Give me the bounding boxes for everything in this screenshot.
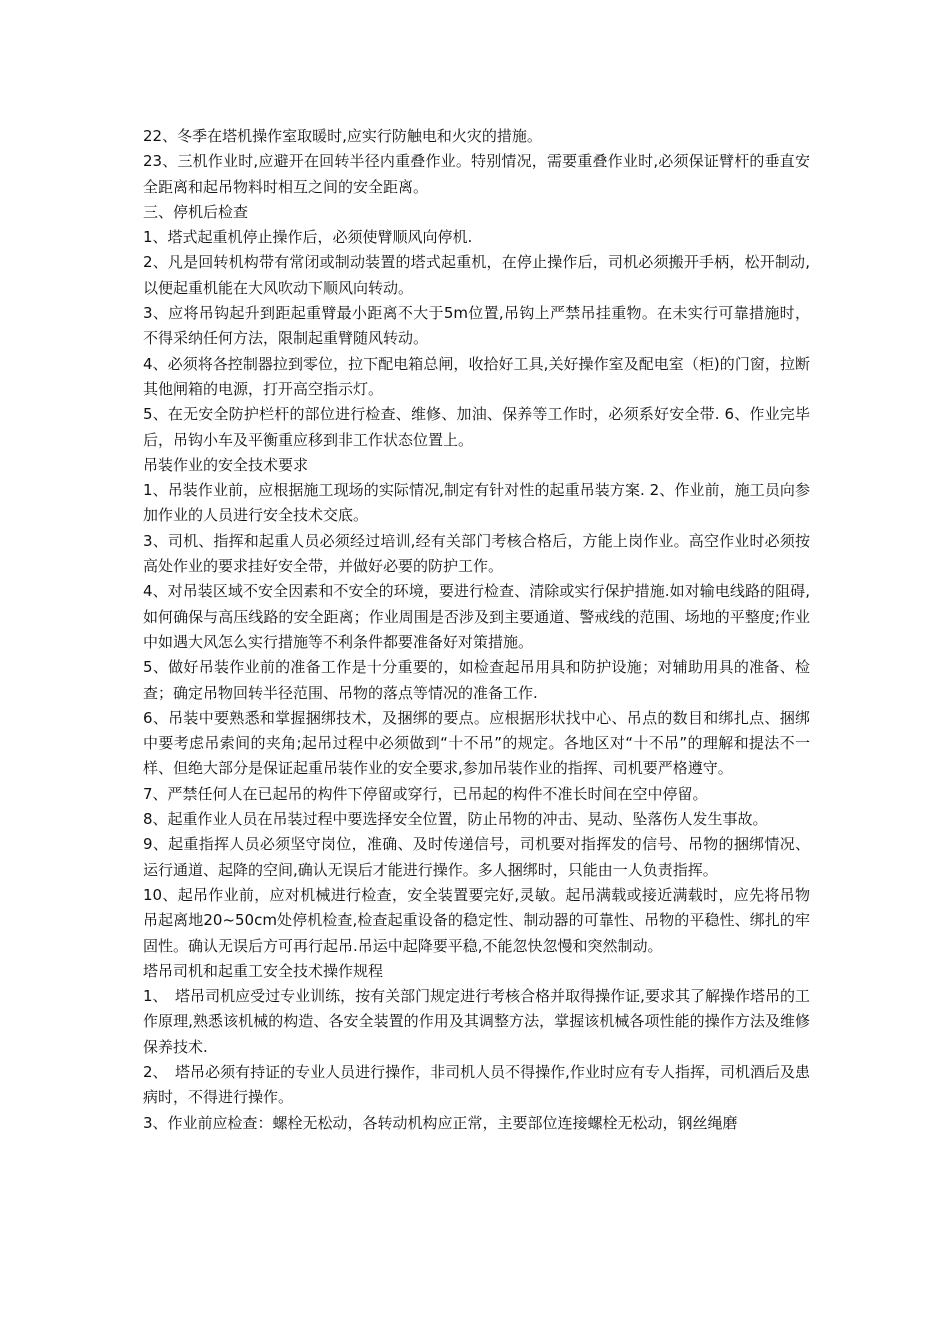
paragraph-lifting-5: 5、做好吊装作业前的准备工作是十分重要的，如检查起吊用具和防护设施；对辅助用具的准备、检查；确定吊物回转半径范围、吊物的落点等情况的准备工作. — [143, 658, 810, 702]
section-heading-lifting-requirements: 吊装作业的安全技术要求 — [143, 455, 309, 474]
paragraph-22: 22、冬季在塔机操作室取暖时,应实行防触电和火灾的措施。 — [143, 127, 542, 145]
paragraph-shutdown-5: 5、在无安全防护栏杆的部位进行检查、维修、加油、保养等工作时，必须系好安全带. 6、作业完毕后，吊钩小车及平衡重应移到非工作状态位置上。 — [143, 405, 810, 449]
paragraph-lifting-3: 3、司机、指挥和起重人员必须经过培训,经有关部门考核合格后，方能上岗作业。高空作业时必须按高处作业的要求挂好安全带，并做好必要的防护工作。 — [143, 531, 810, 576]
paragraph-rules-1: 1、 塔吊司机应受过专业训练，按有关部门规定进行考核合格并取得操作证,要求其了解操作塔吊的工作原理,熟悉该机械的构造、各安全装置的作用及其调整方法，掌握该机械各项性能的操作方法及维修保养技术. — [143, 987, 810, 1056]
section-heading-crane-operator-rules: 塔吊司机和起重工安全技术操作规程 — [143, 961, 384, 980]
paragraph-lifting-8: 8、起重作业人员在吊装过程中要选择安全位置，防止吊物的冲击、晃动、坠落伤人发生事故。 — [143, 810, 768, 829]
paragraph-shutdown-4: 4、必须将各控制器拉到零位，拉下配电箱总闸，收拾好工具,关好操作室及配电室（柜)的门窗，拉断其他闸箱的电源，打开高空指示灯。 — [143, 354, 810, 398]
paragraph-rules-3: 3、作业前应检查：螺栓无松动，各转动机构应正常，主要部位连接螺栓无松动，钢丝绳磨 — [143, 1113, 738, 1132]
paragraph-rules-2: 2、 塔吊必须有持证的专业人员进行操作，非司机人员不得操作,作业时应有专人指挥，司机酒后及患病时，不得进行操作。 — [143, 1062, 810, 1107]
paragraph-lifting-4: 4、对吊装区域不安全因素和不安全的环境，要进行检查、清除或实行保护措施.如对输电线路的阻碍,如何确保与高压线路的安全距离；作业周围是否涉及到主要通道、警戒线的范围、场地的平整度;作业中如遇大风怎么实行措施等不利条件都要准备好对策措施。 — [143, 582, 810, 651]
paragraph-shutdown-3: 3、应将吊钩起升到距起重臂最小距离不大于5m位置,吊钩上严禁吊挂重物。在未实行可靠措施时，不得采纳任何方法，限制起重臂随风转动。 — [143, 304, 810, 348]
paragraph-shutdown-2: 2、凡是回转机构带有常闭或制动装置的塔式起重机，在停止操作后，司机必须搬开手柄，松开制动,以便起重机能在大风吹动下顺风向转动。 — [143, 253, 810, 297]
paragraph-lifting-6: 6、吊装中要熟悉和掌握捆绑技术，及捆绑的要点。应根据形状找中心、吊点的数目和绑扎点、捆绑中要考虑吊索间的夹角;起吊过程中必须做到“十不吊”的规定。各地区对“十不吊”的理解和提法不一样、但绝大部分是保证起重吊装作业的安全要求,参加吊装作业的指挥、司机要严格遵守。 — [143, 708, 810, 778]
document-page — [143, 124, 810, 1136]
section-heading-after-shutdown: 三、停机后检查 — [143, 202, 249, 221]
paragraph-lifting-10: 10、起吊作业前，应对机械进行检查，安全装置要完好,灵敏。起吊满载或接近满载时，应先将吊物吊起离地20~50cm处停机检查,检查起重设备的稳定性、制动器的可靠性、吊物的平稳性、绑扎的牢固性。确认无误后方可再行起吊.吊运中起降要平稳,不能忽快忽慢和突然制动。 — [143, 885, 810, 955]
paragraph-lifting-1: 1、吊装作业前，应根据施工现场的实际情况,制定有针对性的起重吊装方案. 2、作业前，施工员向参加作业的人员进行安全技术交底。 — [143, 481, 810, 525]
paragraph-lifting-9: 9、起重指挥人员必须坚守岗位，准确、及时传递信号，司机要对指挥发的信号、吊物的捆绑情况、运行通道、起降的空间,确认无误后才能进行操作。多人捆绑时，只能由一人负责指挥。 — [143, 835, 810, 879]
paragraph-shutdown-1: 1、塔式起重机停止操作后，必须使臂顺风向停机. — [143, 228, 473, 247]
paragraph-23: 23、三机作业时,应避开在回转半径内重叠作业。特别情况，需要重叠作业时,必须保证臂杆的垂直安全距离和起吊物料时相互之间的安全距离。 — [143, 152, 810, 196]
paragraph-lifting-7: 7、严禁任何人在已起吊的构件下停留或穿行，已吊起的构件不准长时间在空中停留。 — [143, 784, 708, 803]
